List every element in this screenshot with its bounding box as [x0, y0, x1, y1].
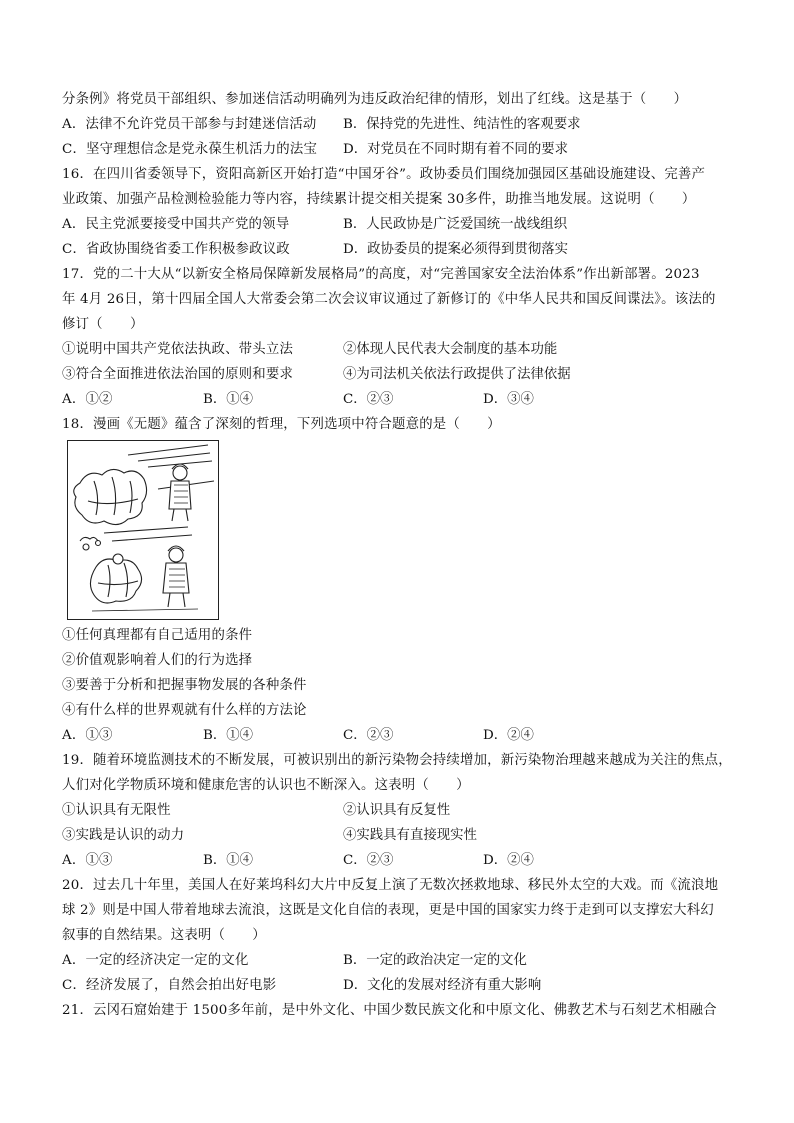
q18-statement-1: ①任何真理都有自己适用的条件 [62, 628, 253, 643]
q17-statement-2: ②体现人民代表大会制度的基本功能 [343, 342, 558, 357]
q19-stem-line2: 人们对化学物质环境和健康危害的认识也不断深入。这表明（ ） [62, 778, 470, 793]
q15-option-b: B．保持党的先进性、纯洁性的客观要求 [343, 117, 581, 132]
q17-stem-line3: 修订（ ） [62, 317, 144, 332]
q19-statement-2: ②认识具有反复性 [343, 803, 451, 818]
q18-statement-2: ②价值观影响着人们的行为选择 [62, 653, 253, 668]
q18-statement-3: ③要善于分析和把握事物发展的各种条件 [62, 678, 307, 693]
q19-option-c: C．②③ [343, 853, 394, 868]
q16-option-a: A．民主党派要接受中国共产党的领导 [62, 217, 290, 232]
q16-stem-line2: 业政策、加强产品检测检验能力等内容，持续累计提交相关提案 30多件，助推当地发展。这说明（ ） [62, 192, 696, 207]
q18-statement-4: ④有什么样的世界观就有什么样的方法论 [62, 703, 307, 718]
q19-statement-3: ③实践是认识的动力 [62, 828, 185, 843]
q15-option-a: A．法律不允许党员干部参与封建迷信活动 [62, 117, 317, 132]
q19-statement-1: ①认识具有无限性 [62, 803, 171, 818]
q20-option-d: D．文化的发展对经济有重大影响 [343, 978, 542, 993]
q18-option-b: B．①④ [203, 728, 254, 743]
q17-statement-1: ①说明中国共产党依法执政、带头立法 [62, 342, 294, 357]
q17-option-b: B．①④ [203, 392, 254, 407]
untitled-cartoon-image [67, 440, 219, 620]
q19-option-b: B．①④ [203, 853, 254, 868]
q17-option-a: A．①② [62, 392, 113, 407]
q20-option-b: B．一定的政治决定一定的文化 [343, 953, 527, 968]
q19-option-a: A．①③ [62, 853, 113, 868]
q18-option-d: D．②④ [483, 728, 534, 743]
q18-stem: 18．漫画《无题》蕴含了深刻的哲理，下列选项中符合题意的是（ ） [62, 417, 501, 432]
q21-stem-line1: 21．云冈石窟始建于 1500多年前，是中外文化、中国少数民族文化和中原文化、佛教艺术与石刻艺术相融合 [62, 1003, 717, 1018]
q20-stem-line1: 20．过去几十年里，美国人在好莱坞科幻大片中反复上演了无数次拯救地球、移民外太空的大戏。而《流浪地 [62, 878, 719, 893]
q20-stem-line2: 球 2》则是中国人带着地球去流浪，这既是文化自信的表现，更是中国的国家实力终于走到可以支撑宏大科幻 [62, 903, 714, 918]
q15-option-c: C．坚守理想信念是党永葆生机活力的法宝 [62, 142, 318, 157]
q19-option-d: D．②④ [483, 853, 534, 868]
q15-option-d: D．对党员在不同时期有着不同的要求 [343, 142, 568, 157]
q20-option-c: C．经济发展了，自然会拍出好电影 [62, 978, 277, 993]
q19-stem-line1: 19．随着环境监测技术的不断发展，可被识别出的新污染物会持续增加，新污染物治理越来越成为关注的焦点， [62, 753, 732, 768]
q18-option-a: A．①③ [62, 728, 113, 743]
q16-stem-line1: 16．在四川省委领导下，资阳高新区开始打造“中国牙谷”。政协委员们围绕加强园区基础设施建设、完善产 [62, 167, 706, 182]
q17-statement-4: ④为司法机关依法行政提供了法律依据 [343, 367, 571, 382]
q18-option-c: C．②③ [343, 728, 394, 743]
q16-option-d: D．政协委员的提案必须得到贯彻落实 [343, 242, 568, 257]
q16-option-b: B．人民政协是广泛爱国统一战线组织 [343, 217, 568, 232]
cartoon-drawing [68, 441, 217, 618]
q17-stem-line2: 年 4月 26日，第十四届全国人大常委会第二次会议审议通过了新修订的《中华人民共和国反间谍法》。该法的 [62, 292, 716, 307]
q20-stem-line3: 叙事的自然结果。这表明（ ） [62, 928, 266, 943]
q19-statement-4: ④实践具有直接现实性 [343, 828, 477, 843]
q17-stem-line1: 17．党的二十大从“以新安全格局保障新发展格局”的高度，对“完善国家安全法治体系”作出新部署。2023 [62, 267, 700, 282]
q17-option-c: C．②③ [343, 392, 394, 407]
q16-option-c: C．省政协围绕省委工作积极参政议政 [62, 242, 290, 257]
q17-option-d: D．③④ [483, 392, 534, 407]
q15-stem: 分条例》将党员干部组织、参加迷信活动明确列为违反政治纪律的情形，划出了红线。这是基于（ ） [62, 92, 688, 107]
q17-statement-3: ③符合全面推进依法治国的原则和要求 [62, 367, 294, 382]
q20-option-a: A．一定的经济决定一定的文化 [62, 953, 249, 968]
